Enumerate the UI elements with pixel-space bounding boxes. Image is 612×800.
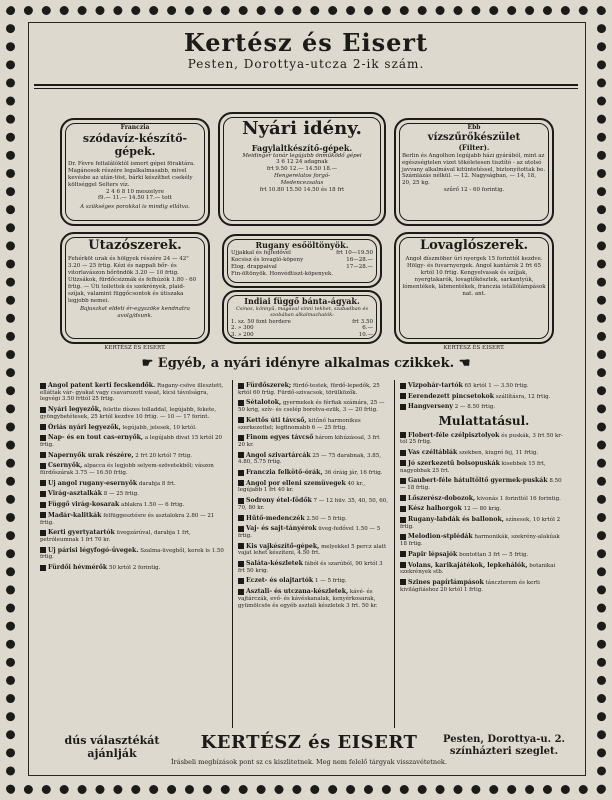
item-desc: 65 krtól 1 — 3.50 frtig.: [464, 383, 529, 389]
item-title: Hűtő-medenczék: [246, 514, 305, 522]
bullet-icon: [400, 478, 406, 484]
item-title: Volans, karikajátékok, lepkehálók,: [408, 561, 528, 569]
item-desc: a legújabb divat 15 krtól 20 frtig.: [40, 435, 223, 448]
item-desc: Szalma-üvegből, kerek is 1.50 frtig.: [40, 547, 224, 561]
item-desc: fürdő-testek, fürdő-lepedők, 25 krtól 60 frtig. Fürdő-szivacsok, törülközők.: [238, 383, 380, 396]
column-2: [238, 382, 388, 612]
column-divider: [232, 380, 233, 728]
list-item: [40, 501, 226, 509]
item-desc: szállításra, 12 frtig.: [495, 393, 551, 400]
label-right: KERTÉSZ ÉS EISERT.: [443, 345, 505, 351]
list-item: [40, 480, 226, 488]
item-desc: kivonás 1 forinttól 16 forintig.: [476, 495, 561, 502]
cell: 17—28.—: [346, 263, 373, 270]
footer-left-line2: ajánlják: [87, 747, 137, 761]
item-desc: melyekkel 5 percz alatt vajat lehet készíteni, 4.50 frt.: [238, 543, 387, 557]
travel-note: Bajuszkat eldeti ér-egyszöke kendnatra avolg/dsunk.: [80, 306, 190, 320]
list-item: [400, 516, 568, 530]
travel-title: Utazószerek.: [88, 238, 182, 253]
bullet-icon: [238, 383, 244, 389]
list-item: [238, 469, 388, 477]
item-desc: botanikai szekrények stb.: [400, 562, 556, 576]
item-desc: 36 óráig jár, 16 frtig.: [324, 470, 383, 477]
item-desc: felfüggesztésre és asztalokra 2.80 — 21 frtig.: [40, 512, 215, 526]
bullet-icon: [40, 435, 46, 441]
item-title: Melodion-stplédák: [408, 533, 473, 541]
item-title: Angol szivartárcák: [246, 451, 311, 459]
item-title: Nap- és en tout cas-ernyők,: [48, 434, 144, 442]
bullet-icon: [400, 562, 406, 568]
hammock-text: Csinos, könnyű, magával vinni tekhet, szabadban és szobában alkalmazhatók:: [235, 306, 369, 319]
column-divider: [394, 380, 395, 728]
item-desc: fából és szarúból, 90 krtól 3 frt 50 krig.: [238, 561, 383, 574]
item-desc: 7 — 12 hüv. 35, 40, 50, 60, 70, 80 kr.: [238, 498, 389, 511]
item-desc: és puskák, 3 frt 50 kr-tól 25 frtig.: [400, 432, 563, 446]
bullet-icon: [400, 517, 406, 523]
item-title: Virág-asztalkák: [48, 490, 103, 498]
list-item: [400, 460, 568, 474]
bullet-icon: [400, 579, 406, 585]
bullet-icon: [400, 551, 406, 557]
footer-left-line1: dús választékát: [64, 734, 160, 747]
item-title: Sodrony étel-födők: [246, 497, 312, 505]
list-item: [400, 449, 568, 457]
bullet-icon: [238, 452, 244, 458]
item-desc: 8.50 — 18 frtig.: [400, 478, 562, 491]
bullet-icon: [40, 383, 46, 389]
rain-table: [230, 250, 374, 278]
ice-cream-title: Fagylaltkészítő-gépek.: [251, 142, 353, 153]
horse-text: Angol díszmöber úri nyergek 15 forinttól kezdve. Hölgy- és fuvarnyergek. Angol kantárok 2 frt 65 krtól 10 frtig. Kengyelvasak és szíjjak, nyergtakarók, lovagtőkösztek, sarkantyúk, lómentékek, lábmentékek, franczia istállólámpások nat. ant.: [402, 256, 546, 297]
list-item: [40, 434, 226, 448]
item-title: Asztali- és utczana-készletek,: [246, 588, 349, 596]
list-item: [238, 560, 388, 574]
bullet-icon: [238, 589, 244, 595]
footer-note: Írásbeli megbízások pont sz cs kiszlitetnek. Meg nem felelő tárgyak visszavétetnek.: [171, 758, 447, 766]
list-item: [400, 382, 568, 390]
item-title: Madár-kalitkák: [48, 511, 102, 519]
bullet-icon: [40, 424, 46, 430]
item-desc: 25 — 75 darabnak, 3.85, 4.80, 5.75 frtig.: [238, 452, 382, 466]
cylinder-row: frt 10.80 15.50 14.50 és 18 frt: [259, 186, 345, 193]
item-title: Angol por elleni szemüvegek: [246, 479, 346, 487]
cell: 3. » 200: [231, 332, 254, 339]
bullet-icon: [40, 547, 46, 553]
table-row: [230, 257, 374, 264]
item-desc: szekben, kiugró fej, 11 frtig.: [459, 450, 539, 457]
pointing-hand-icon: ☚: [454, 356, 471, 371]
list-item: [238, 525, 388, 539]
hammock-box: [222, 290, 382, 344]
footer-right-line1: Pesten, Dorottya-u. 2.: [442, 734, 566, 745]
bullet-icon: [40, 407, 46, 413]
list-item: [400, 579, 568, 593]
soda-title: szódavíz-készítő-gépek.: [82, 131, 188, 159]
item-title: Napernyők urak részére,: [48, 451, 134, 459]
list-item: [40, 382, 226, 403]
cell: 16—28.—: [346, 256, 373, 263]
header: [30, 28, 582, 71]
item-desc: 40 kr., legújabb 1 frt 40 kr.: [238, 480, 366, 494]
travel-box: [60, 232, 210, 344]
item-title: Papir lépsajók: [408, 550, 458, 558]
bullet-icon: [400, 383, 406, 389]
bullet-icon: [238, 417, 244, 423]
item-desc: üvegzárúval, darabja 1 frt, petróleumnak 1 frt 70 kr.: [40, 530, 191, 543]
bullet-icon: [400, 460, 406, 466]
bullet-icon: [238, 561, 244, 567]
item-title: Nyári legyezők,: [48, 406, 102, 414]
soda-title-top: Franczia: [120, 124, 150, 131]
item-desc: három kihúzással, 3 frt 20 kr.: [238, 435, 380, 448]
ice-cream-sub: Meidinger tanár legújabb önműködő gépei: [242, 152, 362, 159]
cell: frt 3.50: [352, 318, 373, 325]
bullet-icon: [40, 491, 46, 497]
filter-price: szűrő 12 - 60 forintig.: [443, 187, 505, 194]
soda-box: [60, 118, 210, 226]
list-item: [238, 480, 388, 494]
pointing-hand-icon: ☛: [141, 356, 158, 371]
column-1: [40, 382, 226, 575]
bullet-icon: [238, 400, 244, 406]
item-title: Finom egyes távcső: [246, 434, 314, 442]
list-item: [400, 505, 568, 513]
footer-right-line2: színházteri szeglet.: [449, 746, 559, 757]
entertainment-heading: Mulattatásul.: [438, 414, 530, 429]
ice-cream-row1: 3 6 12 24 adagnak: [276, 159, 328, 166]
item-desc: üveg-fedővel 1.50 — 5 frtig.: [238, 526, 381, 539]
bullet-icon: [400, 432, 406, 438]
list-item: [400, 432, 568, 446]
item-title: Saláta-készletek: [246, 560, 303, 568]
cell: 10.—: [358, 332, 373, 339]
list-item: [238, 382, 388, 396]
section-banner: [34, 356, 578, 378]
bullet-icon: [40, 530, 46, 536]
column-3: [400, 382, 568, 596]
list-item: [238, 417, 388, 431]
list-item: [238, 588, 388, 609]
travel-text: Fehérköt urak és hölgyek részére 24 — 42" 3.20 — 25 frtig. Kézi és nappali bőr- és vitorlavászon bőröndök 3.20 — 10 frtig. Utizsákok, fürdőcsizmák és felhúzók 1.80 - 60 frtig. — Úti toilettek és szekrények, plaid-szíjak, valamint függőcsontok és útiszaka legjobb nemei.: [68, 256, 197, 304]
item-title: Csernyők,: [48, 462, 83, 470]
item-title: Eczet- és olajtartók: [246, 577, 314, 585]
bullet-icon: [238, 498, 244, 504]
bullet-icon: [238, 515, 244, 521]
list-item: [40, 452, 226, 460]
item-desc: 2.50 — 5 frtig.: [306, 515, 347, 522]
item-title: Flobert-féle czélpisztolyok: [408, 431, 500, 439]
horse-box: [394, 232, 554, 344]
cell: 6.—: [362, 325, 373, 332]
soda-row2: f9.— 11.— 14.50 17.— tott: [98, 195, 172, 202]
bullet-icon: [238, 470, 244, 476]
item-desc: kisebbek 15 frt, nagyobbak 25 frt.: [400, 460, 546, 474]
list-item: [400, 562, 568, 576]
hammock-table: [230, 319, 374, 340]
list-item: [400, 551, 568, 559]
item-title: Gaubert-féle hátultöltő gyermek-puskák: [408, 477, 548, 485]
item-desc: kávé- és vajtárczák, evő- és kávéskanalak, kenyérkosarak, gyümölcsös és egyéb asztali készletek 3 frt. 50 kr.: [238, 589, 378, 609]
list-item: [400, 533, 568, 547]
item-title: Függő virág-kosarak: [48, 501, 120, 509]
bullet-icon: [400, 506, 406, 512]
cylinder-label: Hengerelatos forgó-: [273, 173, 331, 180]
list-item: [40, 512, 226, 526]
item-title: Kész halhorgok: [408, 505, 462, 513]
table-row: [230, 332, 374, 339]
item-title: Rugany-labdák és ballonok,: [408, 516, 504, 524]
filter-text: Berlin és Angolhon legújabb házi gyárából, mint az egészségtelen vizet tökéletesen tisztító - az utolsó javvany alkalmával kitüntetéssel, biztonyítottak be. Számlázás nélkül. — 12. Nagyságban, — 14, 18, 20, 25 kg.: [402, 152, 546, 187]
hammock-title: Indiai függő bánta-ágyak.: [244, 296, 360, 306]
bullet-icon: [238, 526, 244, 532]
bullet-icon: [400, 393, 406, 399]
cell: 1. sz. 50 font herdere: [231, 318, 291, 325]
list-item: [40, 564, 226, 572]
table-row: [230, 250, 374, 257]
item-desc: kitűnő harmonikus szerkezettel; legfinomabb 6 — 25 frtig.: [238, 417, 361, 431]
item-title: Uj párisi légyfogó-üvegek.: [48, 546, 139, 554]
rain-title: Rugany esőöltönyök.: [255, 240, 349, 250]
soda-note: A szükséges porokkal is mindig ellátva.: [80, 204, 190, 211]
item-desc: 2 — 8.50 frtig.: [454, 404, 496, 411]
footer-left: [42, 734, 182, 760]
item-desc: 1 — 5 frtig.: [314, 578, 347, 585]
list-item: [238, 497, 388, 511]
item-title: Angol patent kerti fecskendők.: [48, 382, 156, 389]
item-desc: felette díszes tolladdal, legújabb, fekete, gyöngybetétesek, 25 krtól kezdve 10 frtig. — 10 — 17 forint.: [40, 407, 217, 420]
list-item: [40, 529, 226, 543]
item-title: Fürdői hévmérők: [48, 564, 108, 572]
item-desc: 12 — 80 krig.: [463, 506, 502, 513]
item-title: Óriás nyári legyezők,: [48, 423, 121, 431]
horse-title: Lovaglószerek.: [419, 238, 529, 253]
bullet-icon: [400, 404, 406, 410]
list-item: [40, 490, 226, 498]
cell: Kocsisz és lovagló-köpeny: [231, 256, 304, 263]
filter-title-top: Ebb: [467, 124, 481, 131]
bullet-icon: [238, 480, 244, 486]
footer: [34, 730, 578, 770]
bullet-icon: [238, 578, 244, 584]
ice-cream-row2: frt 9.50 12.— 14.50 18.—: [266, 166, 338, 173]
list-item: [238, 543, 388, 557]
item-title: Kis vajkészítő-gépek,: [246, 542, 320, 550]
soda-row1: 2 4 6 8 10 meszelyre: [106, 188, 164, 195]
cell: Ujjakkal és fejfedővel: [231, 250, 291, 256]
bullet-icon: [40, 463, 46, 469]
item-desc: 50 krtól 2 forintig.: [108, 565, 161, 572]
item-desc: tánczterem és kerti kivilágításhoz 20 krtól 1 frtig.: [400, 579, 540, 593]
cell: Elog. drappaival: [231, 263, 277, 270]
list-item: [238, 515, 388, 523]
list-item: [400, 403, 568, 411]
bullet-icon: [238, 543, 244, 549]
item-desc: 2 frt 20 krtól 7 frtig.: [135, 452, 193, 459]
list-item: [40, 547, 226, 561]
item-title: Fürdőszerek;: [246, 382, 292, 389]
bullet-icon: [40, 452, 46, 458]
item-title: Hangverseny: [408, 403, 453, 411]
cell: 2. » 300: [231, 325, 254, 332]
item-desc: 8 — 25 frtig.: [103, 491, 139, 498]
filter-title: vízszűrőkészület: [427, 131, 521, 143]
cell: frt 10—19.50: [336, 250, 373, 256]
item-title: Jó szerkezetű bolsopuskák: [408, 459, 500, 467]
list-item: [400, 477, 568, 491]
table-row: [230, 271, 374, 278]
item-title: Sétalotok,: [246, 399, 282, 407]
bullet-icon: [40, 502, 46, 508]
cell: Fin-öltönyök. Honvédtiszt-köpenyek.: [231, 270, 334, 277]
header-rule: [34, 84, 578, 86]
bullet-icon: [400, 534, 406, 540]
header-rule-thin: [34, 88, 578, 89]
label-left: KERTÉSZ ÉS EISERT.: [104, 345, 166, 351]
list-item: [238, 577, 388, 585]
bullet-icon: [40, 480, 46, 486]
footer-firm: KERTÉSZ és EISERT: [200, 732, 418, 753]
table-row: [230, 325, 374, 332]
item-title: Kerti gyertyatartók: [48, 529, 115, 537]
item-title: Vas czéltáblák: [408, 449, 458, 457]
bullet-icon: [400, 450, 406, 456]
firm-name: Kertész és Eisert: [183, 28, 429, 57]
list-item: [40, 462, 226, 476]
item-title: Eerendezett pincsetokok: [408, 392, 494, 400]
soda-text: Dr. Fèvre feltalálóktól ismert gépei föraktára. Magánosok részére legalkalmasabb, mivel kevésbe az után-töst, bárki készíthet csekély költséggel Selters víz.: [68, 161, 195, 188]
bullet-icon: [238, 435, 244, 441]
list-item: [238, 452, 388, 466]
item-title: Vaj- és sajt-tányérok: [246, 525, 317, 533]
firm-address: Pesten, Dorottya-utcza 2-ik szám.: [187, 57, 425, 71]
item-title: Kettős úti távcső,: [246, 416, 307, 424]
table-row: [230, 319, 374, 326]
list-item: [238, 399, 388, 413]
item-desc: gyermekek és férfiak számára, 25 — 50 krig, szív- és cselép borotva-ezük, 3 — 20 frtig.: [238, 400, 385, 414]
item-title: Lőszerész-dobozok,: [408, 494, 476, 502]
list-item: [40, 406, 226, 420]
filter-box: [394, 118, 554, 226]
summer-box: [218, 112, 386, 226]
item-desc: ablakra 1.50 — 6 frtig.: [121, 502, 185, 509]
bullet-icon: [40, 512, 46, 518]
banner-text: Egyéb, a nyári idényre alkalmas czikkek.: [157, 356, 455, 371]
item-title: Szines papírlámpások: [408, 578, 484, 586]
item-desc: alpacca és legjobb selyem-szövetekből; vászon fürdőszárak 3.75 — 16.50 frtig.: [40, 463, 214, 477]
item-desc: színesek, 10 krtól 2 frtig.: [400, 517, 561, 530]
item-desc: darabja 8 frt.: [138, 480, 176, 487]
item-desc: harmonikák, szekrény-alakúak 18 frtig.: [400, 534, 560, 548]
bullet-icon: [400, 495, 406, 501]
list-item: [400, 393, 568, 401]
bullet-icon: [40, 565, 46, 571]
basin-label: Medencezsalus: [280, 180, 324, 186]
item-desc: legújabb, jelesek, 10 krtól.: [122, 424, 197, 431]
item-title: Uj angol rugany-esernyők: [48, 479, 138, 487]
list-item: [40, 424, 226, 432]
filter-sub: (Filter).: [458, 143, 490, 152]
item-title: Vizpohár-tartók: [408, 382, 463, 389]
item-desc: bontottan 3 frt — 5 frtig.: [459, 551, 529, 558]
list-item: [400, 495, 568, 503]
rain-box: [222, 234, 382, 288]
item-title: Franczia felkötő-órák,: [246, 469, 323, 477]
item-desc: Rugany-csöve illesztett, elláttak vár- gyakat vagy csavarozott vasat, kicsi távolságra, legvégi 3.50 frttól 25 frtig.: [40, 383, 224, 403]
list-item: [238, 434, 388, 448]
summer-title: Nyári idény.: [242, 118, 362, 139]
table-row: [230, 264, 374, 271]
footer-right: [434, 734, 574, 758]
